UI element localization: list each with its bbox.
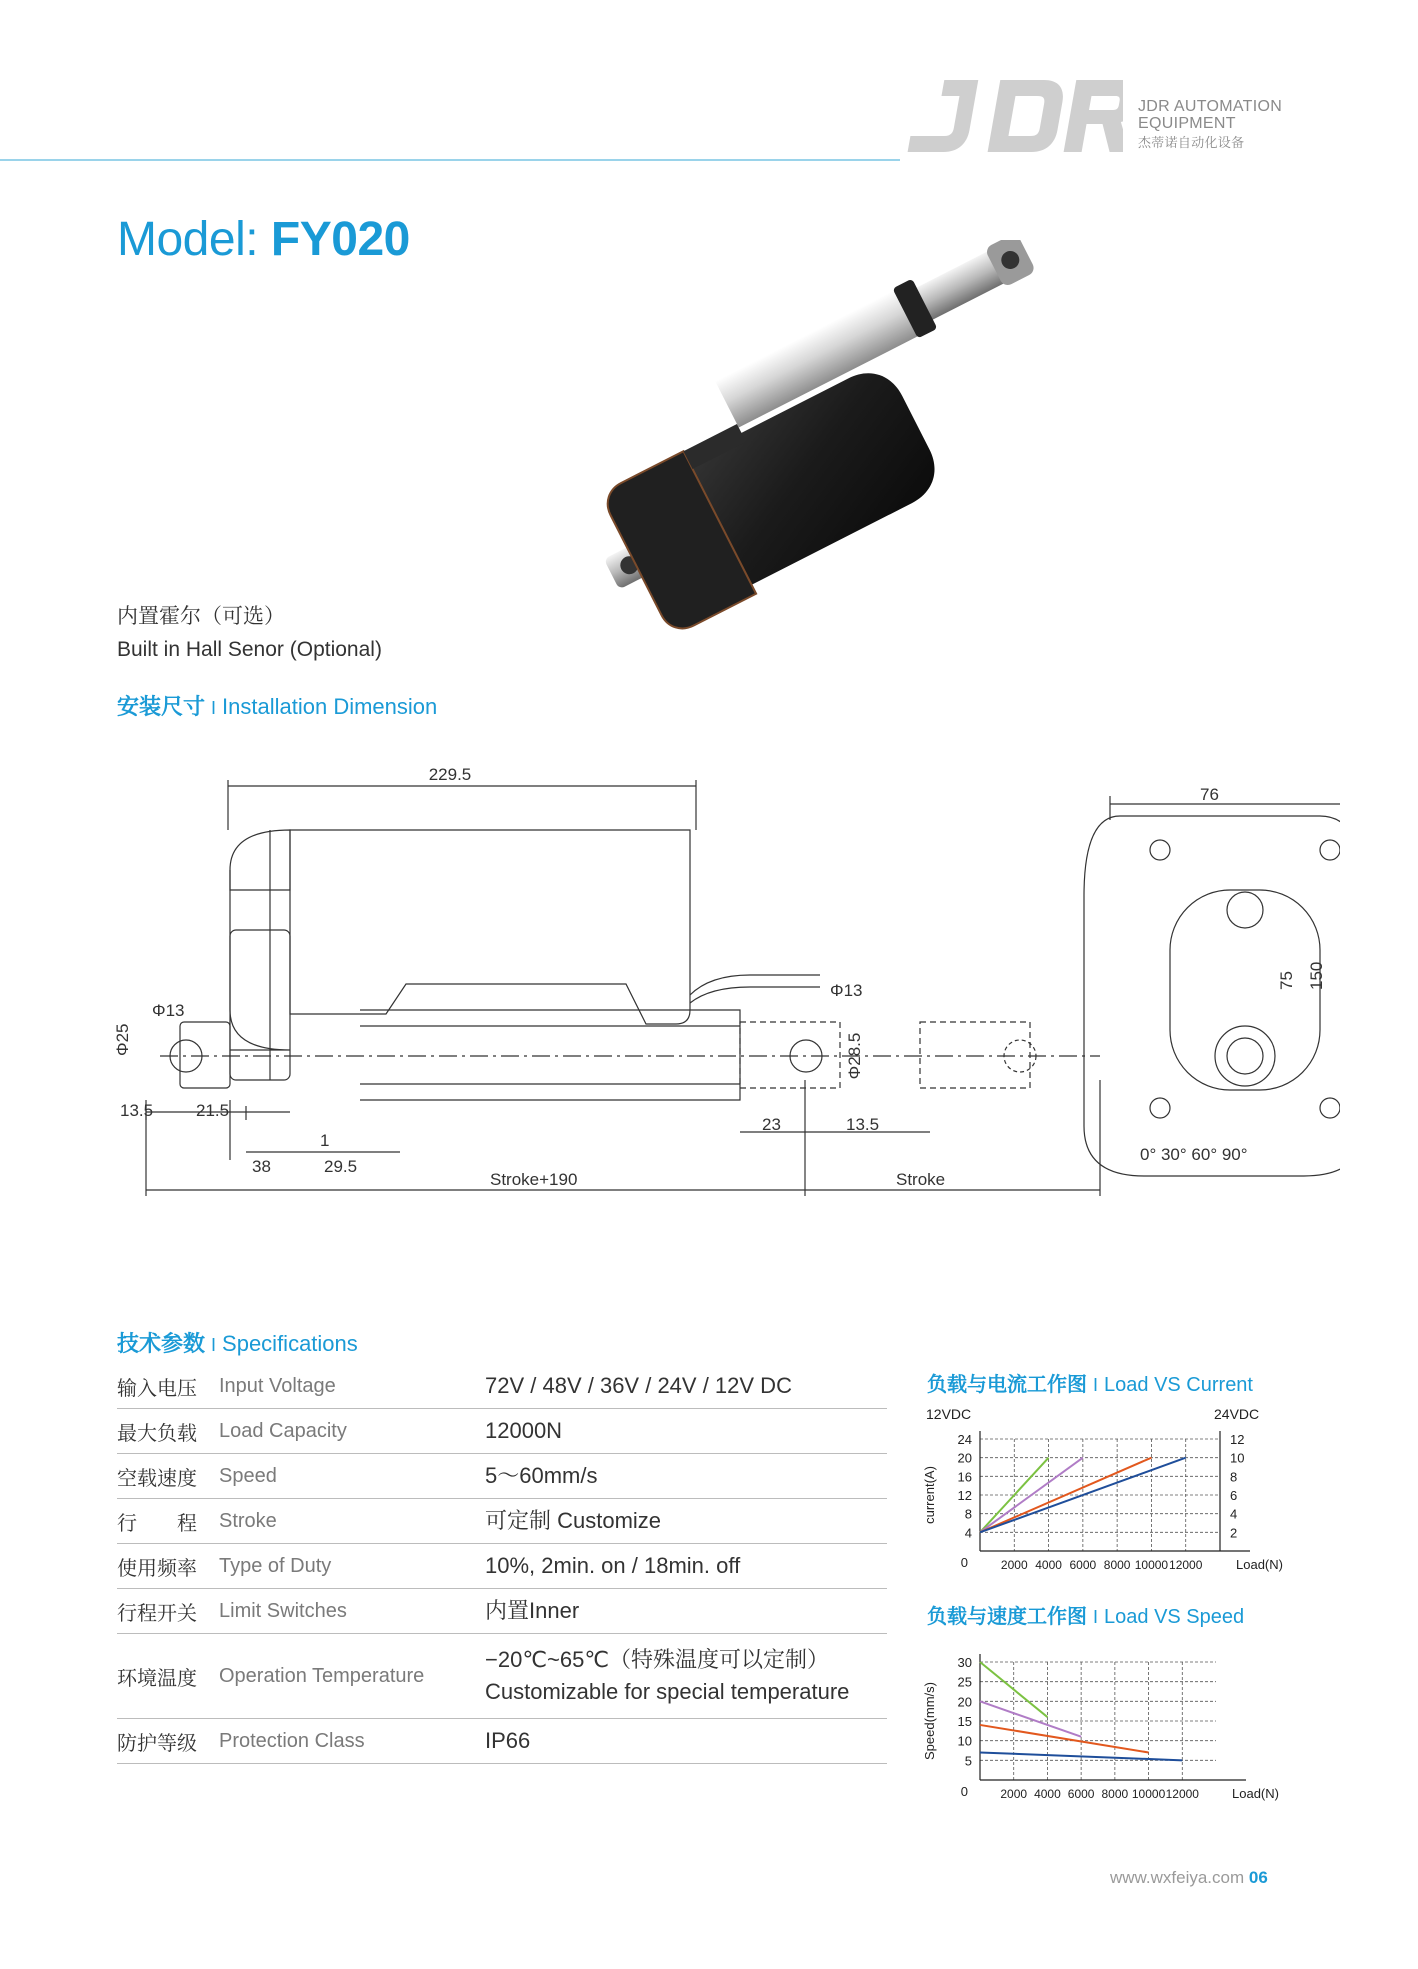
spec-row: [117, 1589, 887, 1634]
spec-cn: 行程开关: [117, 1602, 197, 1625]
specs-title: 技术参数 I Specifications: [117, 1331, 358, 1356]
spec-en: Protection Class: [219, 1729, 365, 1752]
series-line: [980, 1701, 1081, 1736]
brand-line-cn: 杰蒂诺自动化设备: [1138, 135, 1245, 150]
load-speed-chart: [920, 1640, 1330, 1820]
x-tick-label: 2000: [1000, 1787, 1028, 1801]
spec-value: IP66: [485, 1728, 531, 1753]
x-tick-label: 8000: [1101, 1787, 1129, 1801]
origin-label: 0: [960, 1555, 968, 1570]
spec-en: Type of Duty: [219, 1554, 332, 1577]
x-tick-label: 12000: [1165, 1787, 1199, 1801]
spec-value-line2: Customizable for special temperature: [485, 1679, 850, 1704]
spec-row: [117, 1634, 887, 1719]
spec-value: 可定制 Customize: [485, 1508, 662, 1533]
left-unit-label: 12VDC: [926, 1406, 972, 1422]
dim-23: 23: [762, 1115, 781, 1134]
x-tick-label: 4000: [1035, 1558, 1062, 1572]
spec-value: 12000N: [485, 1418, 563, 1443]
dim-stroke: Stroke: [896, 1170, 946, 1189]
y-right-tick-label: 4: [1230, 1506, 1238, 1522]
chart-speed-title-en: Load VS Speed: [1104, 1606, 1245, 1628]
dim-75: 75: [1277, 971, 1296, 990]
dim-150: 150: [1307, 961, 1326, 990]
chart-current-title: 负载与电流工作图 I Load VS Current: [927, 1374, 1253, 1396]
y-tick-label: 8: [964, 1506, 972, 1522]
x-tick-label: 10000: [1134, 1558, 1169, 1572]
x-axis-label: Load(N): [1232, 1786, 1279, 1801]
header-rule: [0, 159, 900, 161]
dim-phi25: Φ25: [113, 1023, 132, 1056]
spec-cn: 环境温度: [117, 1667, 197, 1690]
y-tick-label: 5: [964, 1753, 972, 1769]
y-axis-label: current(A): [922, 1466, 937, 1524]
load-current-chart: [920, 1405, 1330, 1590]
jdr-logo: [905, 76, 1123, 162]
y-tick-label: 30: [957, 1655, 972, 1670]
right-unit-label: 24VDC: [1214, 1406, 1260, 1422]
spec-row: [117, 1719, 887, 1764]
dim-total: 229.5: [428, 765, 472, 784]
brand-line-1: JDR AUTOMATION: [1138, 98, 1283, 115]
dim-13-5-a: 13.5: [120, 1101, 154, 1120]
dim-13-5-b: 13.5: [846, 1115, 880, 1134]
spec-cn: 使用频率: [117, 1557, 197, 1580]
footer: [1110, 1868, 1268, 1888]
spec-row: [117, 1364, 887, 1409]
chart-current-title-en: Load VS Current: [1104, 1374, 1253, 1396]
footer-url: www.wxfeiya.com: [1110, 1868, 1245, 1887]
actuator-photo: [560, 240, 1120, 660]
y-tick-label: 20: [957, 1450, 972, 1466]
spec-row: [117, 1544, 887, 1589]
dim-76: 76: [1200, 785, 1219, 804]
model-prefix: Model:: [117, 213, 259, 266]
installation-title-en: Installation Dimension: [222, 694, 438, 719]
spec-value: 72V / 48V / 36V / 24V / 12V DC: [485, 1373, 792, 1398]
spec-en: Limit Switches: [219, 1599, 347, 1622]
brand-line-2: EQUIPMENT: [1138, 115, 1236, 132]
chart-speed-title: 负载与速度工作图 I Load VS Speed: [927, 1606, 1245, 1628]
y-tick-label: 25: [957, 1674, 972, 1690]
spec-row: [117, 1454, 887, 1499]
y-right-tick-label: 12: [1230, 1432, 1245, 1447]
spec-cn: 最大负载: [117, 1422, 197, 1445]
installation-title-cn: 安装尺寸: [117, 694, 206, 719]
spec-cn: 行 程: [117, 1512, 197, 1535]
y-right-tick-label: 6: [1230, 1488, 1238, 1503]
dim-phi28: Φ28.5: [845, 1032, 864, 1080]
spec-value: [485, 1644, 849, 1708]
dim-1: 1: [320, 1131, 330, 1150]
y-tick-label: 12: [957, 1488, 972, 1503]
dim-phi13-right: Φ13: [830, 981, 863, 1000]
hall-sensor-note: [117, 600, 382, 666]
x-tick-label: 6000: [1067, 1787, 1095, 1801]
y-tick-label: 24: [957, 1432, 972, 1447]
brand-block: [1138, 98, 1282, 151]
x-tick-label: 10000: [1131, 1787, 1166, 1801]
y-tick-label: 16: [957, 1469, 972, 1485]
y-axis-label: Speed(mm/s): [922, 1681, 937, 1761]
y-right-tick-label: 8: [1230, 1469, 1238, 1485]
y-tick-label: 4: [964, 1525, 972, 1541]
dim-38: 38: [252, 1157, 271, 1176]
x-axis-label: Load(N): [1236, 1557, 1283, 1572]
spec-en: Speed: [219, 1464, 277, 1487]
installation-drawing: [100, 760, 1340, 1200]
dim-angles: 0° 30° 60° 90°: [1140, 1145, 1248, 1164]
page-number: 06: [1248, 1868, 1268, 1887]
y-tick-label: 20: [957, 1694, 972, 1710]
spec-en: Operation Temperature: [219, 1664, 425, 1687]
chart-current-title-cn: 负载与电流工作图: [927, 1374, 1087, 1396]
x-tick-label: 2000: [1000, 1558, 1028, 1572]
dim-phi13-left: Φ13: [152, 1001, 185, 1020]
y-tick-label: 15: [957, 1714, 972, 1729]
x-tick-label: 6000: [1069, 1558, 1097, 1572]
x-tick-label: 12000: [1169, 1558, 1203, 1572]
specs-title-cn: 技术参数: [117, 1331, 206, 1356]
spec-cn: 防护等级: [117, 1732, 197, 1755]
model-name: FY020: [270, 213, 410, 266]
dim-21-5: 21.5: [196, 1101, 230, 1120]
dim-stroke-190: Stroke+190: [490, 1170, 578, 1189]
specs-title-en: Specifications: [222, 1331, 358, 1356]
spec-value: 10%, 2min. on / 18min. off: [485, 1553, 741, 1578]
hall-sensor-cn: 内置霍尔（可选）: [117, 605, 285, 628]
spec-en: Input Voltage: [219, 1374, 336, 1397]
installation-title: 安装尺寸 I Installation Dimension: [117, 694, 438, 719]
spec-cn: 输入电压: [117, 1377, 197, 1400]
y-right-tick-label: 10: [1230, 1450, 1245, 1466]
y-tick-label: 10: [957, 1733, 972, 1749]
spec-value: 内置Inner: [485, 1598, 580, 1623]
spec-value: 5～60mm/s: [485, 1463, 598, 1488]
hall-sensor-en: Built in Hall Senor (Optional): [117, 638, 382, 661]
x-tick-label: 4000: [1034, 1787, 1061, 1801]
spec-cn: 空载速度: [117, 1467, 197, 1490]
spec-en: Stroke: [219, 1509, 277, 1532]
spec-value-line1: −20℃~65℃（特殊温度可以定制）: [485, 1647, 830, 1672]
dim-29-5: 29.5: [324, 1157, 358, 1176]
chart-speed-title-cn: 负载与速度工作图: [927, 1606, 1087, 1628]
y-right-tick-label: 2: [1230, 1525, 1238, 1541]
specs-table: [117, 1364, 887, 1764]
spec-row: [117, 1409, 887, 1454]
series-line: [980, 1725, 1149, 1753]
spec-en: Load Capacity: [219, 1419, 347, 1442]
model-title: [117, 212, 410, 267]
spec-row: [117, 1499, 887, 1544]
x-tick-label: 8000: [1103, 1558, 1131, 1572]
origin-label: 0: [960, 1784, 968, 1799]
